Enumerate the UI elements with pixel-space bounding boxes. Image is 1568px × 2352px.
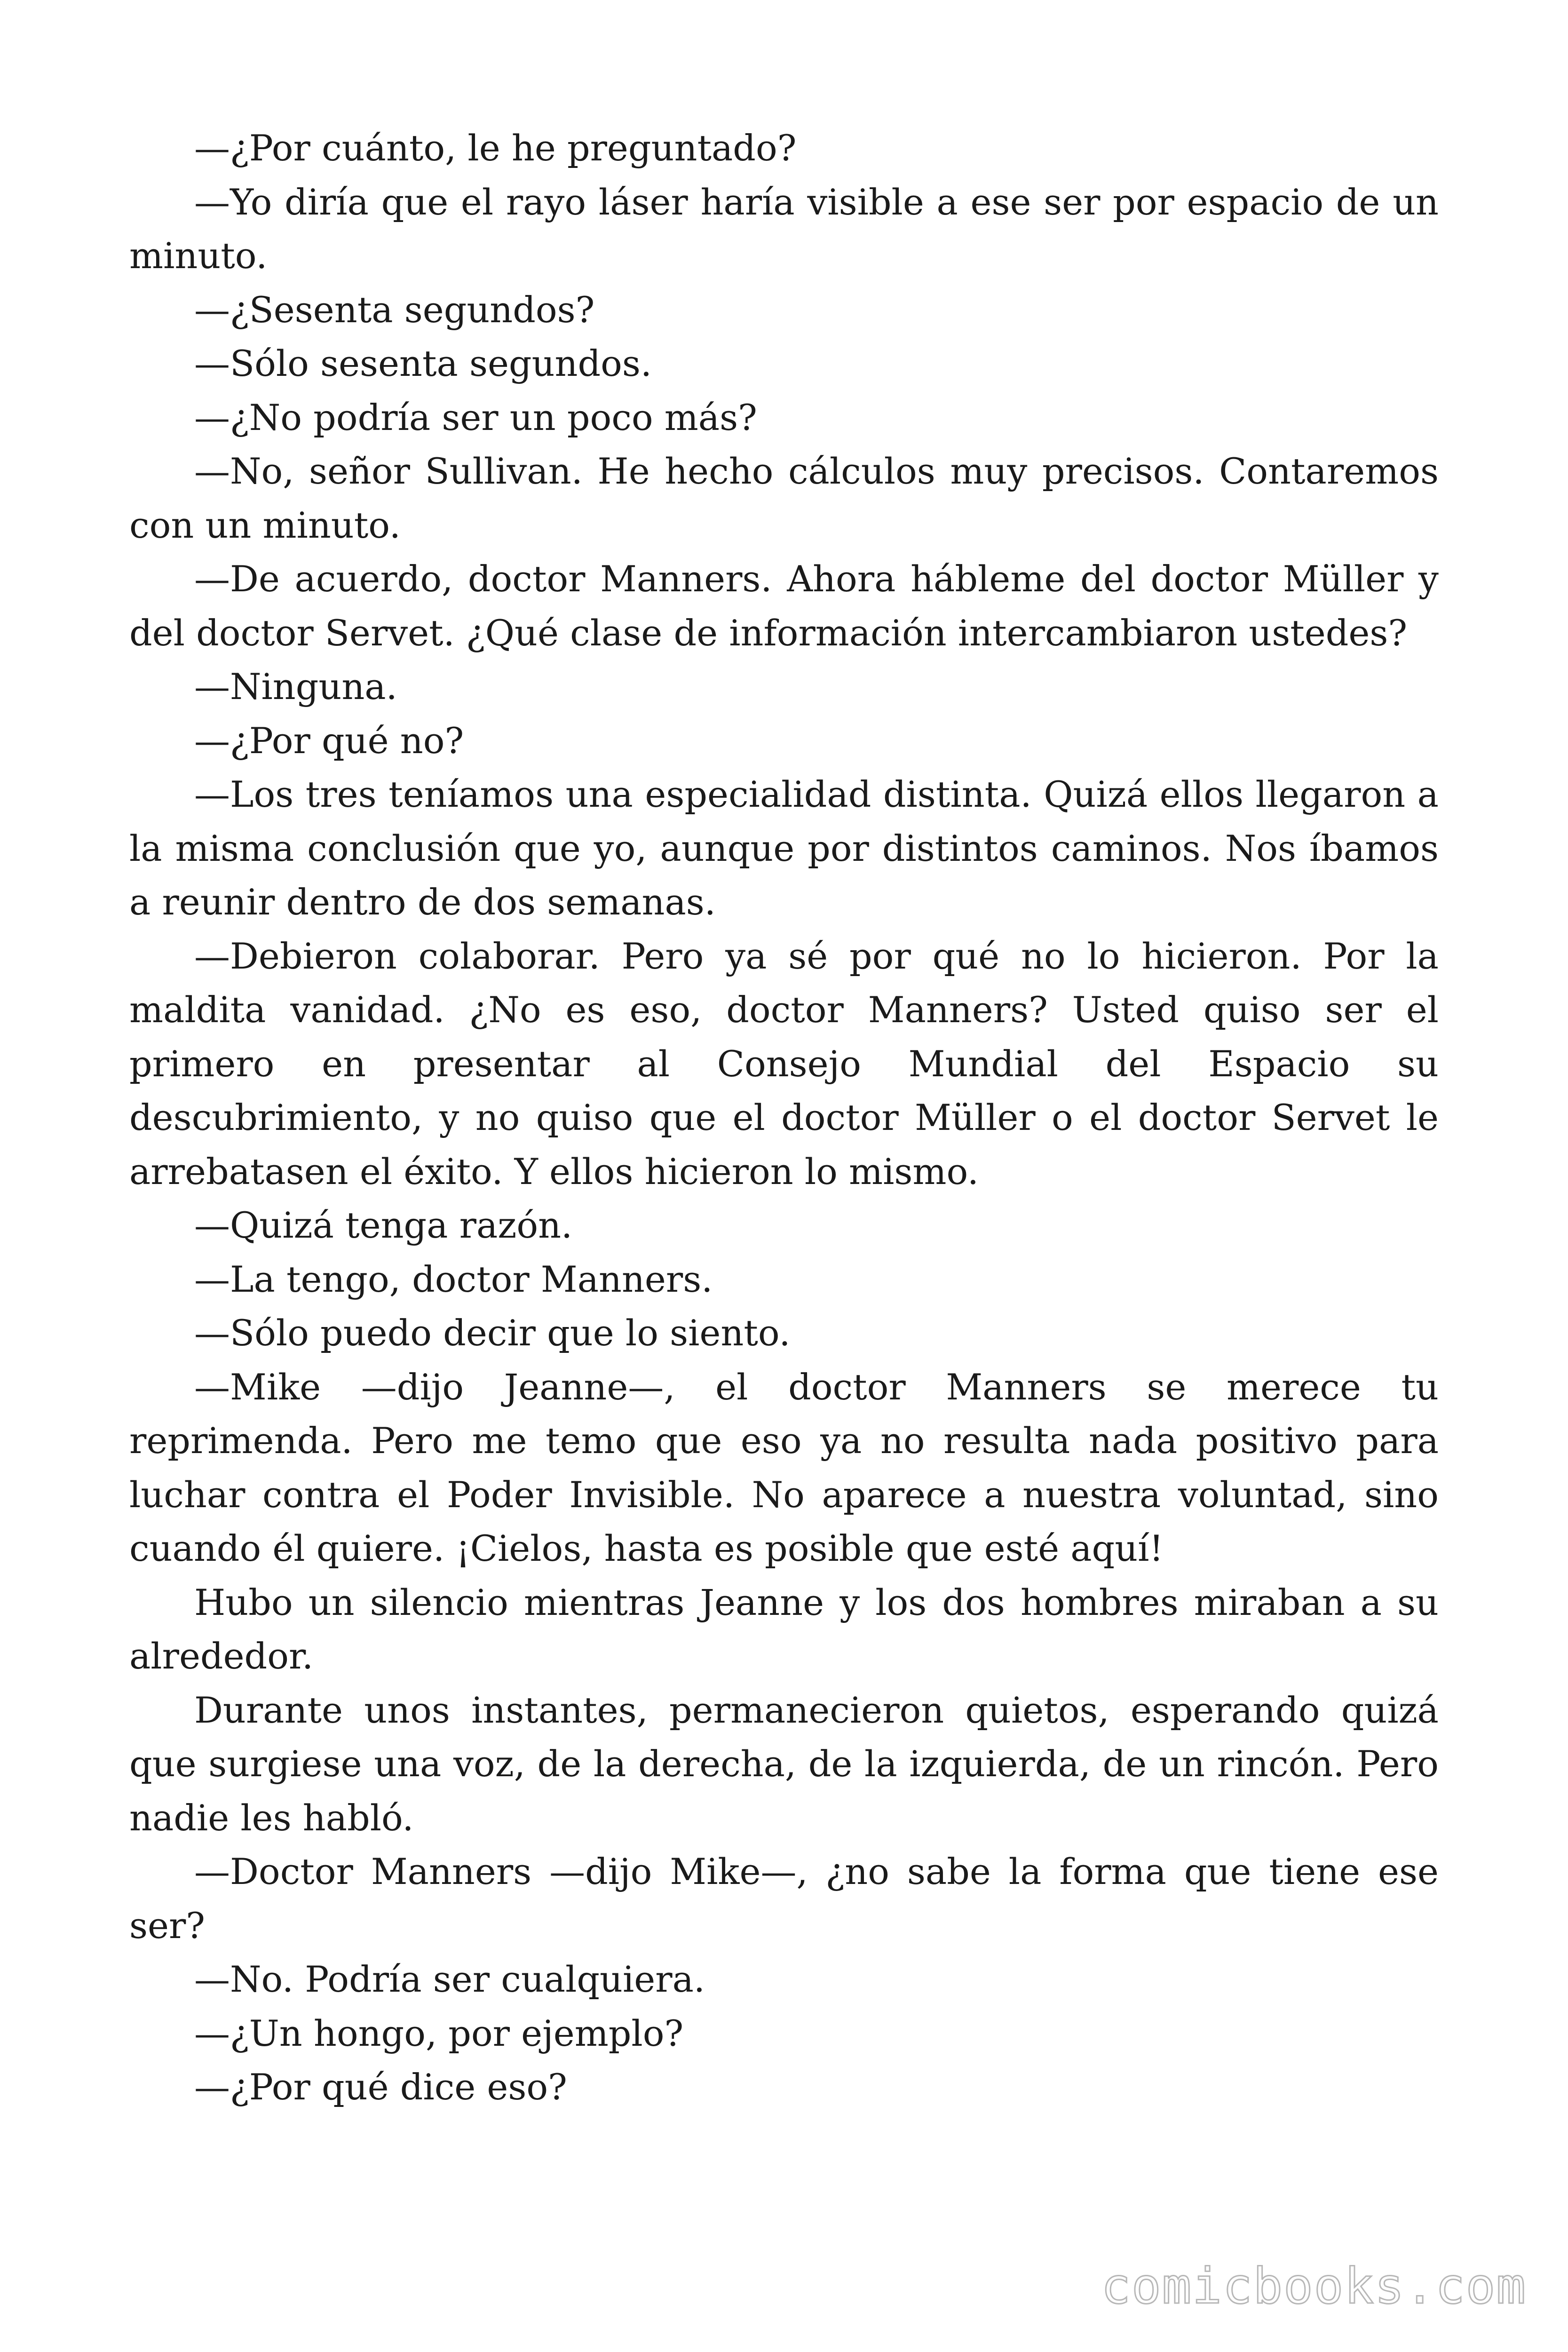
paragraph: —Mike —dijo Jeanne—, el doctor Manners se merece tu reprimenda. Pero me temo que eso ya no resulta nada positivo para luchar contra el Poder Invisible. No aparece a nuestra voluntad, sino cuando él quiere. ¡Cielos, hasta es posible que esté aquí! [129, 1366, 1439, 1569]
paragraph: —No. Podría ser cualquiera. [194, 1958, 705, 2000]
paragraph: Hubo un silencio mientras Jeanne y los dos hombres miraban a su alrededor. [129, 1581, 1439, 1677]
paragraph: Durante unos instantes, permanecieron quietos, esperando quizá que surgiese una voz, de la derecha, de la izquierda, de un rincón. Pero nadie les habló. [129, 1689, 1439, 1839]
paragraph: —De acuerdo, doctor Manners. Ahora hábleme del doctor Müller y del doctor Servet. ¿Qué clase de información intercambiaron ustedes? [129, 558, 1439, 654]
paragraph: —Los tres teníamos una especialidad distinta. Quizá ellos llegaron a la misma conclusión que yo, aunque por distintos caminos. Nos íbamos a reunir dentro de dos semanas. [129, 773, 1439, 923]
paragraph: —Ninguna. [194, 666, 397, 707]
page-text [129, 121, 1439, 2114]
paragraph: —Sólo sesenta segundos. [194, 342, 652, 384]
paragraph: —Sólo puedo decir que lo siento. [194, 1312, 791, 1354]
paragraph: —¿No podría ser un poco más? [194, 396, 757, 438]
paragraph: —Quizá tenga razón. [194, 1204, 573, 1246]
paragraph: —¿Por cuánto, le he preguntado? [194, 127, 797, 169]
paragraph: —¿Por qué no? [194, 719, 464, 762]
paragraph: —Yo diría que el rayo láser haría visible a ese ser por espacio de un minuto. [129, 181, 1439, 277]
paragraph: —¿Sesenta segundos? [194, 288, 595, 331]
paragraph: —La tengo, doctor Manners. [194, 1258, 713, 1300]
paragraph: —Doctor Manners —dijo Mike—, ¿no sabe la forma que tiene ese ser? [129, 1851, 1439, 1947]
paragraph: —Debieron colaborar. Pero ya sé por qué no lo hicieron. Por la maldita vanidad. ¿No es eso, doctor Manners? Usted quiso ser el primero en presentar al Consejo Mundial del Espacio su descubrimiento, y no quiso que el doctor Müller o el doctor Servet le arrebatasen el éxito. Y ellos hicieron lo mismo. [129, 935, 1439, 1192]
watermark: comicbooks.com [1101, 2257, 1527, 2315]
paragraph: —¿Por qué dice eso? [194, 2066, 567, 2108]
paragraph: —¿Un hongo, por ejemplo? [194, 2012, 684, 2054]
paragraph: —No, señor Sullivan. He hecho cálculos muy precisos. Contaremos con un minuto. [129, 450, 1439, 546]
